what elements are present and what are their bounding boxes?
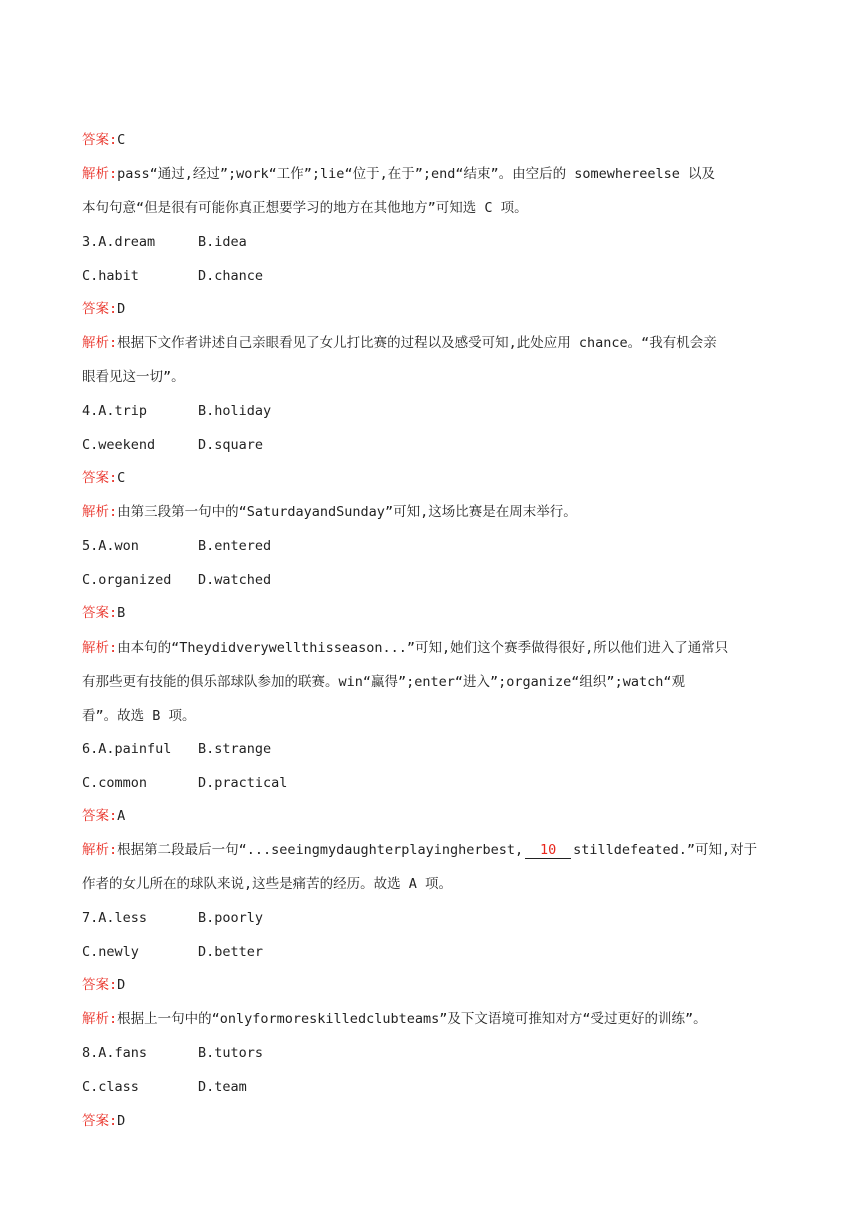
option-b: B.holiday bbox=[198, 403, 272, 419]
analysis-text: 看”。故选 B 项。 bbox=[82, 708, 196, 724]
analysis-text: 有那些更有技能的俱乐部球队参加的联赛。win“赢得”;enter“进入”;organize“组织”;watch“观 bbox=[82, 674, 685, 690]
option-b: B.poorly bbox=[198, 910, 264, 926]
option-c: C.weekend bbox=[82, 437, 156, 453]
answer-line bbox=[82, 468, 125, 488]
answer-line bbox=[82, 603, 125, 623]
answer-value: D bbox=[117, 301, 126, 317]
analysis-label: 解析: bbox=[82, 640, 118, 656]
option-d: D.practical bbox=[198, 775, 288, 791]
answer-value: C bbox=[117, 470, 126, 486]
answer-label: 答案: bbox=[82, 132, 118, 148]
answer-line bbox=[82, 1111, 125, 1131]
analysis-line bbox=[82, 164, 715, 184]
analysis-label: 解析: bbox=[82, 166, 118, 182]
answer-value: A bbox=[117, 808, 126, 824]
analysis-label: 解析: bbox=[82, 504, 118, 520]
answer-value: C bbox=[117, 132, 126, 148]
answer-label: 答案: bbox=[82, 605, 118, 621]
option-a: 4.A.trip bbox=[82, 403, 148, 419]
answer-value: B bbox=[117, 605, 126, 621]
analysis-line bbox=[82, 367, 185, 387]
option-c: C.habit bbox=[82, 268, 139, 284]
blank-number: 10 bbox=[525, 842, 571, 859]
analysis-text: pass“通过,经过”;work“工作”;lie“位于,在于”;end“结束”。由空后的 somewhereelse 以及 bbox=[117, 166, 716, 182]
option-b: B.tutors bbox=[198, 1045, 264, 1061]
option-b: B.idea bbox=[198, 234, 247, 250]
analysis-line bbox=[82, 672, 685, 692]
option-c: C.class bbox=[82, 1079, 139, 1095]
option-d: D.watched bbox=[198, 572, 272, 588]
analysis-line bbox=[82, 706, 196, 726]
answer-label: 答案: bbox=[82, 470, 118, 486]
analysis-line bbox=[82, 198, 528, 218]
analysis-text: stilldefeated.”可知,对于 bbox=[573, 842, 758, 858]
analysis-line bbox=[82, 1009, 707, 1029]
analysis-label: 解析: bbox=[82, 842, 118, 858]
option-d: D.square bbox=[198, 437, 264, 453]
option-a: 7.A.less bbox=[82, 910, 148, 926]
option-d: D.team bbox=[198, 1079, 247, 1095]
analysis-text: 根据第二段最后一句“...seeingmydaughterplayingherbest, bbox=[117, 842, 524, 858]
analysis-text: 根据下文作者讲述自己亲眼看见了女儿打比赛的过程以及感受可知,此处应用 chance。“我有机会亲 bbox=[117, 335, 717, 351]
option-b: B.entered bbox=[198, 538, 272, 554]
answer-line bbox=[82, 299, 125, 319]
option-d: D.chance bbox=[198, 268, 264, 284]
option-a: 8.A.fans bbox=[82, 1045, 148, 1061]
analysis-text: 作者的女儿所在的球队来说,这些是痛苦的经历。故选 A 项。 bbox=[82, 876, 453, 892]
option-a: 5.A.won bbox=[82, 538, 139, 554]
analysis-line bbox=[82, 840, 757, 860]
option-a: 3.A.dream bbox=[82, 234, 156, 250]
analysis-line bbox=[82, 502, 577, 522]
answer-line-2 bbox=[82, 130, 125, 150]
analysis-text: 根据上一句中的“onlyformoreskilledclubteams”及下文语境可推知对方“受过更好的训练”。 bbox=[117, 1011, 707, 1027]
answer-label: 答案: bbox=[82, 977, 118, 993]
analysis-line bbox=[82, 874, 452, 894]
option-c: C.common bbox=[82, 775, 148, 791]
option-c: C.organized bbox=[82, 572, 172, 588]
answer-label: 答案: bbox=[82, 808, 118, 824]
analysis-text: 由第三段第一句中的“SaturdayandSunday”可知,这场比赛是在周末举行。 bbox=[117, 504, 577, 520]
option-c: C.newly bbox=[82, 944, 139, 960]
analysis-text: 本句句意“但是很有可能你真正想要学习的地方在其他地方”可知选 C 项。 bbox=[82, 200, 528, 216]
answer-label: 答案: bbox=[82, 301, 118, 317]
answer-line bbox=[82, 975, 125, 995]
analysis-label: 解析: bbox=[82, 335, 118, 351]
option-d: D.better bbox=[198, 944, 264, 960]
analysis-label: 解析: bbox=[82, 1011, 118, 1027]
analysis-text: 由本句的“Theydidverywellthisseason...”可知,她们这个赛季做得很好,所以他们进入了通常只 bbox=[117, 640, 729, 656]
analysis-line bbox=[82, 638, 728, 658]
analysis-text: 眼看见这一切”。 bbox=[82, 369, 185, 385]
answer-value: D bbox=[117, 977, 126, 993]
answer-value: D bbox=[117, 1113, 126, 1129]
answer-label: 答案: bbox=[82, 1113, 118, 1129]
option-b: B.strange bbox=[198, 741, 272, 757]
option-a: 6.A.painful bbox=[82, 741, 172, 757]
analysis-line bbox=[82, 333, 717, 353]
answer-line bbox=[82, 806, 125, 826]
